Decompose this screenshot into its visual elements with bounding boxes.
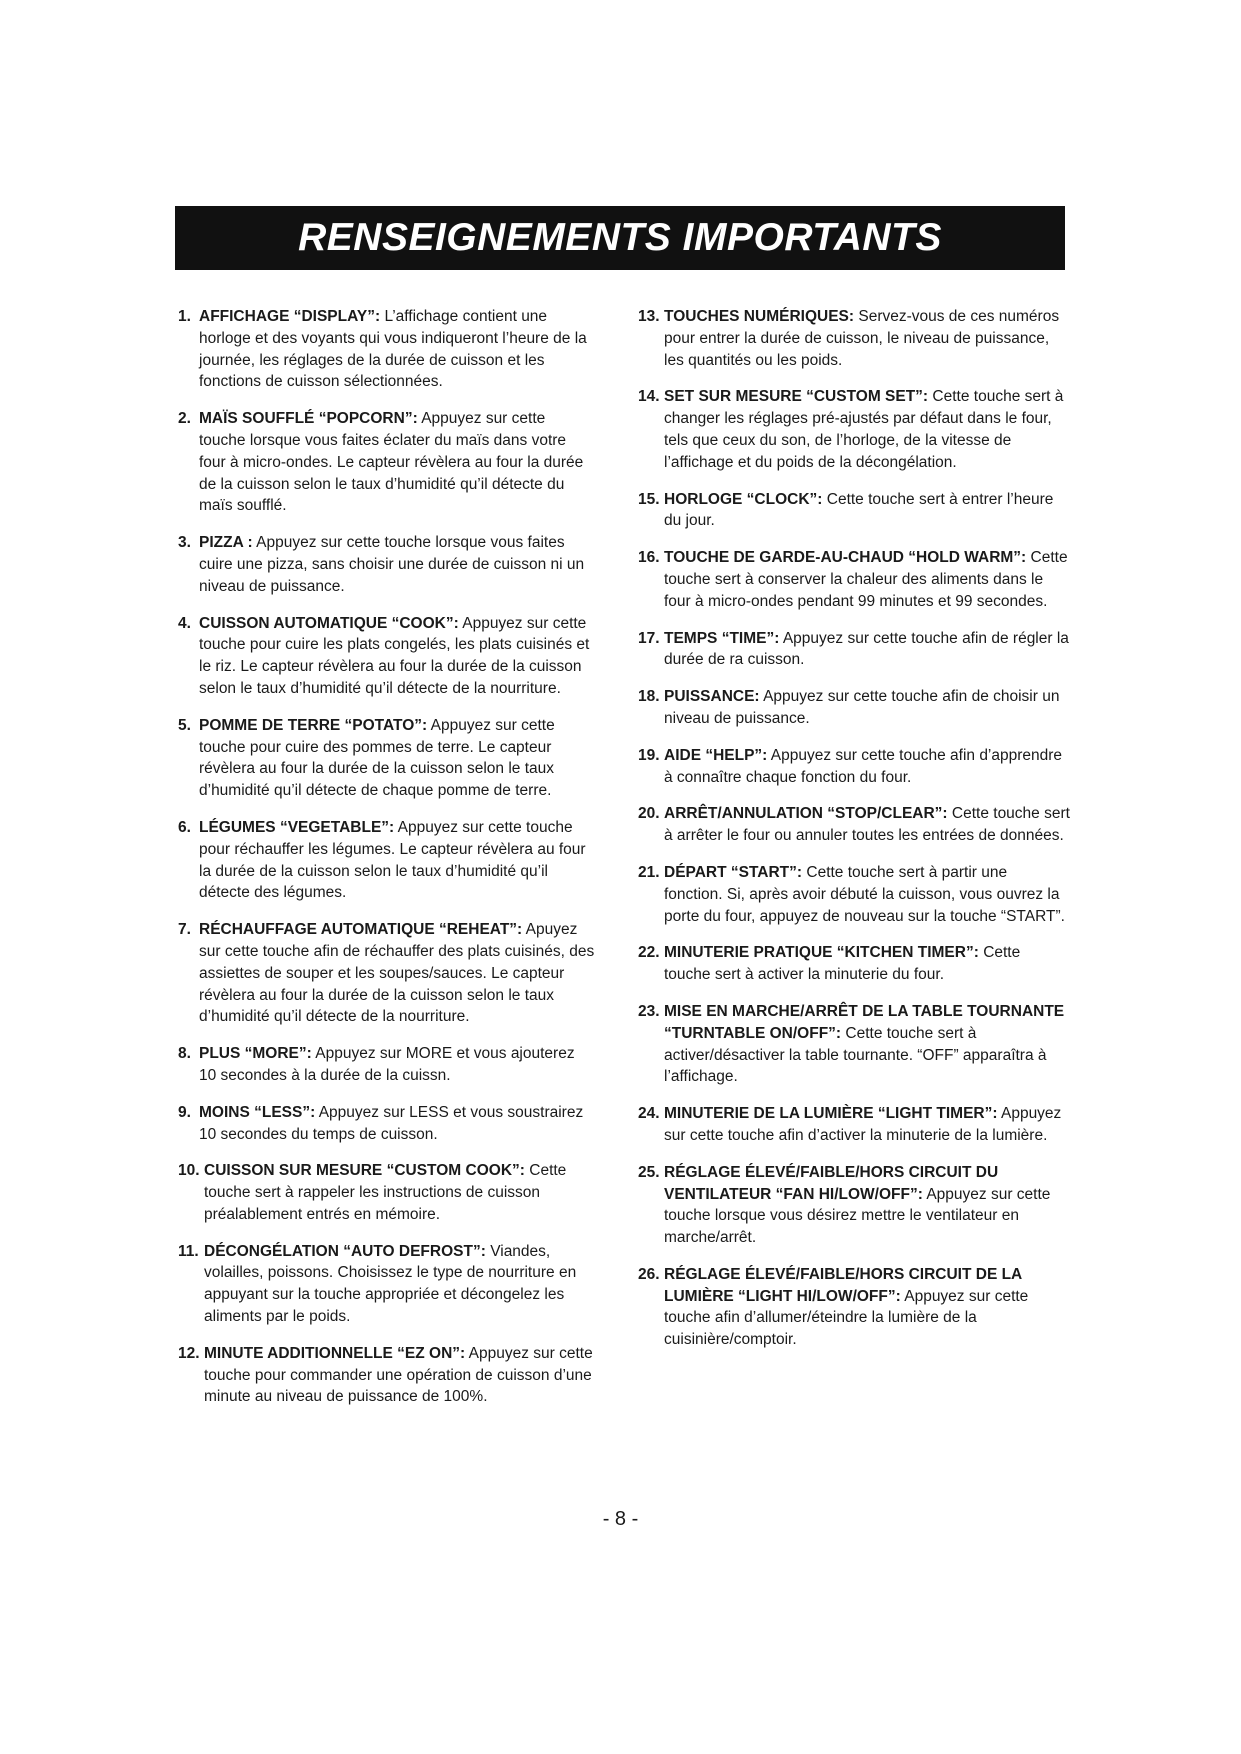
item-text: Cette touche sert à activer/désactiver la table tournante. “OFF” apparaîtra à l’affichage.: [664, 1024, 1047, 1086]
item-text: Servez-vous de ces numéros pour entrer la durée de cuisson, le niveau de puissance, les quantités ou les poids.: [664, 308, 1060, 369]
item-text: Cette touche sert à partir une fonction. Si, après avoir débuté la cuisson, vous ouvrez la porte du four, appuyez de nouveau sur la touche “START”.: [664, 863, 1065, 925]
item-heading: POMME DE TERRE “POTATO”:: [199, 716, 428, 734]
item-text: Cette touche sert à activer la minuterie du four.: [664, 944, 1021, 984]
list-item: [178, 1343, 596, 1408]
item-number: 9.: [178, 1103, 191, 1121]
right-column: [638, 306, 1070, 1366]
item-number: 1.: [178, 308, 191, 325]
list-item: [178, 408, 596, 517]
page-number: - 8 -: [602, 1508, 639, 1530]
item-number: 14.: [638, 388, 660, 406]
item-heading: MINUTERIE PRATIQUE “KITCHEN TIMER”:: [664, 944, 979, 962]
item-number: 19.: [638, 746, 660, 764]
item-number: 7.: [178, 921, 191, 939]
item-number: 25.: [638, 1163, 660, 1181]
item-heading: RÉGLAGE ÉLEVÉ/FAIBLE/HORS CIRCUIT DE LA LUMIÈRE “LIGHT HI/LOW/OFF”:: [664, 1265, 1022, 1305]
item-number: 21.: [638, 863, 660, 881]
list-item: [178, 817, 596, 904]
item-text: Appuyez sur cette touche pour cuire les plats congelés, les plats cuisinés et le riz. Le capteur révèlera au four la durée de la cuisson selon le taux d’humidité qu’il détecte de la nourriture.: [199, 614, 590, 697]
item-heading: TOUCHES NUMÉRIQUES:: [664, 308, 855, 325]
item-heading: CUISSON SUR MESURE “CUSTOM COOK”:: [204, 1162, 525, 1180]
list-item: [638, 1001, 1070, 1088]
item-heading: PUISSANCE:: [664, 688, 760, 706]
list-item: [178, 1241, 596, 1328]
list-item: [638, 942, 1070, 986]
list-item: [178, 715, 596, 802]
item-heading: AIDE “HELP”:: [664, 746, 768, 764]
list-item: [638, 745, 1070, 789]
list-item: [178, 919, 596, 1028]
item-text: Appuyez sur cette touche pour commander une opération de cuisson d’une minute au niveau de puissance de 100%.: [204, 1344, 593, 1406]
item-number: 22.: [638, 944, 660, 962]
page-title: RENSEIGNEMENTS IMPORTANTS: [298, 216, 942, 259]
item-text: Cette touche sert à entrer l’heure du jour.: [664, 490, 1054, 530]
list-item: [638, 1162, 1070, 1249]
item-text: Appuyez sur cette touche afin d’apprendre à connaître chaque fonction du four.: [664, 746, 1063, 786]
list-item: [638, 803, 1070, 847]
item-heading: HORLOGE “CLOCK”:: [664, 490, 823, 508]
item-heading: RÉCHAUFFAGE AUTOMATIQUE “REHEAT”:: [199, 921, 523, 939]
list-item: [638, 489, 1070, 533]
item-number: 16.: [638, 549, 660, 567]
item-number: 4.: [178, 614, 191, 632]
item-text: Appuyez sur cette touche lorsque vous faites cuire une pizza, sans choisir une durée de cuisson ni un niveau de puissance.: [199, 534, 585, 595]
item-number: 15.: [638, 490, 660, 508]
item-number: 11.: [178, 1242, 199, 1260]
item-number: 2.: [178, 410, 191, 428]
list-item: [638, 686, 1070, 730]
item-heading: MISE EN MARCHE/ARRÊT DE LA TABLE TOURNANTE “TURNTABLE ON/OFF”:: [664, 1002, 1065, 1042]
item-heading: MINUTERIE DE LA LUMIÈRE “LIGHT TIMER”:: [664, 1105, 998, 1123]
item-heading: TOUCHE DE GARDE-AU-CHAUD “HOLD WARM”:: [664, 549, 1027, 567]
item-text: Appuyez sur cette touche afin de choisir un niveau de puissance.: [664, 688, 1060, 727]
item-text: Appuyez sur cette touche lorsque vous désirez mettre le ventilateur en marche/arrêt.: [664, 1185, 1051, 1247]
item-heading: ARRÊT/ANNULATION “STOP/CLEAR”:: [664, 805, 948, 823]
item-text: Cette touche sert à rappeler les instructions de cuisson préalablement entrés en mémoire.: [204, 1162, 567, 1223]
item-heading: LÉGUMES “VEGETABLE”:: [199, 818, 395, 836]
item-heading: DÉCONGÉLATION “AUTO DEFROST”:: [204, 1242, 486, 1260]
list-item: [638, 862, 1070, 927]
list-item: [178, 1102, 596, 1146]
item-number: 20.: [638, 805, 660, 823]
list-item: [178, 306, 596, 393]
item-text: Appuyez sur cette touche lorsque vous faites éclater du maïs dans votre four à micro-ondes. Le capteur révèlera au four la durée de la cuisson selon le taux d’humidité qu’il détecte du maïs soufflé.: [199, 410, 584, 515]
list-item: [638, 628, 1070, 672]
item-number: 23.: [638, 1002, 660, 1020]
item-number: 10.: [178, 1162, 200, 1180]
item-number: 17.: [638, 629, 660, 647]
item-heading: DÉPART “START”:: [664, 863, 803, 881]
list-item: [638, 547, 1070, 612]
item-number: 18.: [638, 688, 660, 706]
item-text: Appuyez sur cette touche pour cuire des pommes de terre. Le capteur révèlera au four la durée de la cuisson selon le taux d’humidité qu’il détecte de chaque pomme de terre.: [199, 716, 555, 800]
item-text: Appuyez sur cette touche pour réchauffer les légumes. Le capteur révèlera au four la durée de la cuisson selon le taux d’humidité qu’il détecte des légumes.: [199, 818, 586, 902]
item-text: Appuyez sur LESS et vous soustrairez 10 secondes du temps de cuisson.: [199, 1103, 584, 1143]
item-text: Appuyez sur cette touche afin de régler la durée de ra cuisson.: [664, 629, 1069, 669]
left-column: [178, 306, 596, 1423]
item-heading: SET SUR MESURE “CUSTOM SET”:: [664, 388, 929, 406]
list-item: [178, 1160, 596, 1225]
item-text: Apuyez sur cette touche afin de réchauffer des plats cuisinés, des assiettes de souper et les soupes/sauces. Le capteur révèlera au four la durée de la cuisson selon le taux d’humidité qu’il détecte de la nourriture.: [199, 921, 595, 1026]
item-heading: MINUTE ADDITIONNELLE “EZ ON”:: [204, 1344, 466, 1362]
list-item: [178, 1043, 596, 1087]
title-banner: [175, 206, 1065, 270]
item-text: Cette touche sert à arrêter le four ou annuler toutes les entrées de données.: [664, 805, 1070, 845]
item-text: Appuyez sur MORE et vous ajouterez 10 secondes à la durée de la cuissn.: [199, 1045, 575, 1084]
item-number: 6.: [178, 818, 191, 836]
item-number: 24.: [638, 1105, 660, 1123]
list-item: [638, 1103, 1070, 1147]
item-heading: CUISSON AUTOMATIQUE “COOK”:: [199, 614, 459, 632]
item-heading: TEMPS “TIME”:: [664, 629, 780, 647]
list-item: [638, 306, 1070, 371]
item-text: L’affichage contient une horloge et des voyants qui vous indiqueront l’heure de la journée, les réglages de la durée de cuisson et les fonctions de cuisson sélectionnées.: [199, 308, 587, 391]
item-heading: PLUS “MORE”:: [199, 1045, 312, 1063]
item-heading: MAÏS SOUFFLÉ “POPCORN”:: [199, 410, 418, 428]
item-number: 3.: [178, 534, 191, 552]
item-number: 8.: [178, 1045, 191, 1063]
item-text: Viandes, volailles, poissons. Choisissez le type de nourriture en appuyant sur la touche appropriée et décongelez les aliments par le poids.: [204, 1242, 577, 1326]
item-text: Cette touche sert à changer les réglages pré-ajustés par défaut dans le four, tels que ceux du son, de l’horloge, de la vitesse de l’affichage et du poids de la décongélation.: [664, 388, 1064, 471]
list-item: [638, 386, 1070, 473]
item-text: Cette touche sert à conserver la chaleur des aliments dans le four à micro-ondes pendant 99 minutes et 99 secondes.: [664, 549, 1068, 610]
item-number: 26.: [638, 1265, 660, 1283]
list-item: [178, 532, 596, 597]
item-heading: RÉGLAGE ÉLEVÉ/FAIBLE/HORS CIRCUIT DU VENTILATEUR “FAN HI/LOW/OFF”:: [664, 1163, 999, 1203]
item-heading: PIZZA :: [199, 534, 253, 552]
item-text: Appuyez sur cette touche afin d’activer la minuterie de la lumière.: [664, 1105, 1062, 1144]
item-heading: AFFICHAGE “DISPLAY”:: [199, 308, 381, 325]
item-heading: MOINS “LESS”:: [199, 1103, 316, 1121]
item-number: 5.: [178, 716, 191, 734]
item-number: 13.: [638, 308, 660, 325]
item-text: Appuyez sur cette touche afin d’allumer/éteindre la lumière de la cuisinière/comptoir.: [664, 1287, 1029, 1349]
item-number: 12.: [178, 1344, 200, 1362]
list-item: [178, 613, 596, 700]
list-item: [638, 1264, 1070, 1351]
